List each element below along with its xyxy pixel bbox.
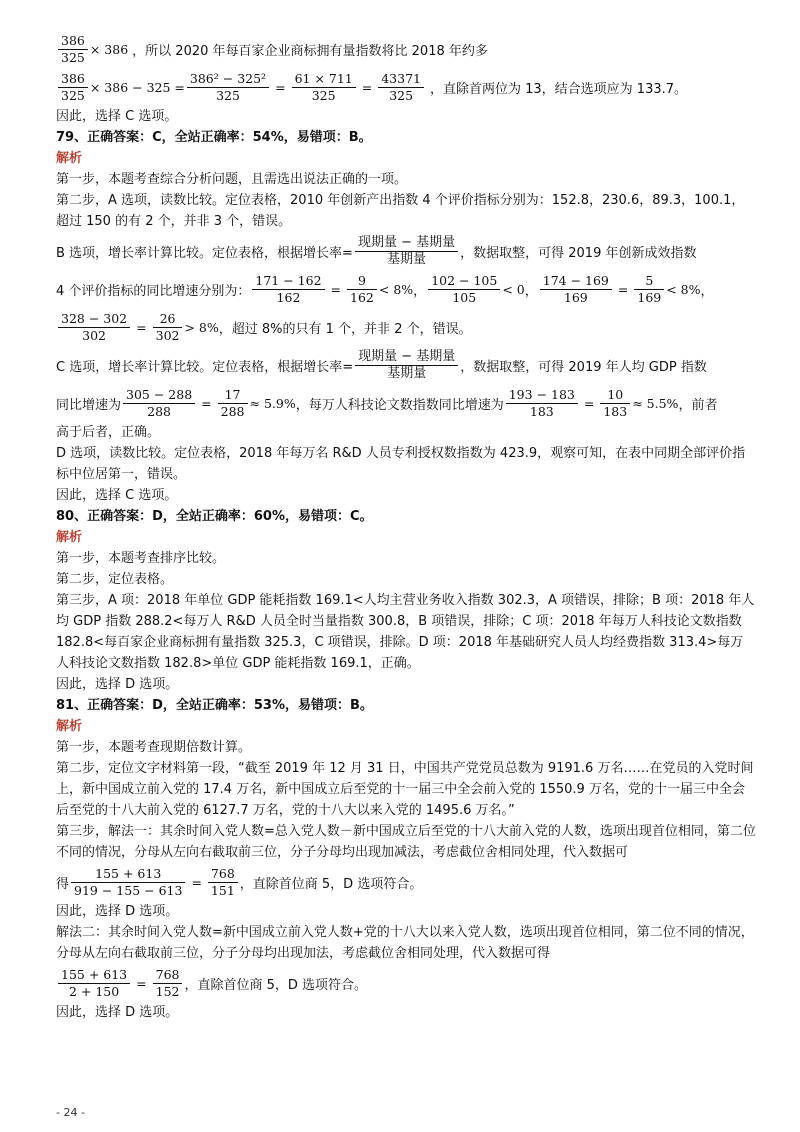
math-text: < 8%: [378, 281, 414, 297]
numerator: 9: [347, 273, 377, 290]
math-text: × 386 − 325 =: [89, 79, 185, 95]
fraction: [153, 967, 183, 1000]
fraction: [208, 866, 238, 899]
text-line: 得: [56, 876, 70, 892]
denominator: 151: [210, 882, 235, 898]
numerator: 193 − 183: [506, 387, 578, 404]
fraction: [123, 387, 195, 420]
text-paragraph: 第三步，解法一：其余时间入党人数=总入党人数－新中国成立后至党的十八大前入党的人数，选项出现首位相同，第二位不同的情况，分母从左向右截取前三位，分子分母均出现加减法，考虑截位舍相同处理，代入数据可: [56, 824, 756, 860]
fraction: [600, 387, 630, 420]
equals-sign: =: [361, 79, 373, 95]
conclusion-line: 因此，选择 C 选项。: [56, 488, 178, 503]
text-line: B 选项，增长率计算比较。定位表格，根据增长率=: [56, 245, 353, 261]
growth-formula: [355, 235, 458, 268]
denominator: 288: [147, 403, 172, 419]
denominator: 152: [155, 983, 180, 999]
numerator: 768: [153, 967, 183, 984]
text-line: ，所以 2020 年每百家企业商标拥有量指数将比 2018 年约多: [132, 43, 488, 59]
equals-sign: =: [583, 395, 595, 411]
text-line: 第二步，定位表格。: [56, 572, 174, 587]
denominator: 183: [603, 403, 628, 419]
numerator: 155 + 613: [58, 967, 130, 984]
formula-row-b3: [56, 308, 756, 346]
conclusion-line: 因此，选择 D 选项。: [56, 1005, 179, 1020]
denominator: 183: [529, 403, 554, 419]
denominator: 919 − 155 − 613: [74, 882, 183, 898]
denominator: 288: [220, 403, 245, 419]
text-line: ，直除首位商 5，D 选项符合。: [184, 977, 368, 993]
math-text: < 0: [502, 281, 525, 297]
formula-row-b2: [56, 270, 756, 308]
math-text: ≈ 5.5%: [632, 395, 679, 411]
numerator: 328 − 302: [58, 311, 130, 328]
denominator: 302: [82, 327, 106, 343]
numerator: 171 − 162: [252, 273, 324, 290]
analysis-label: 解析: [56, 719, 83, 734]
equals-sign: =: [201, 395, 212, 411]
denominator: 基期量: [387, 365, 427, 381]
numerator: 305 − 288: [123, 387, 195, 404]
math-text: > 8%: [184, 319, 219, 335]
fraction: [292, 71, 356, 104]
fraction: [58, 33, 88, 66]
answer-heading-79: 79、正确答案：C，全站正确率：54%，易错项：B。: [56, 130, 372, 145]
fraction: [634, 273, 664, 306]
denominator: 325: [61, 49, 85, 65]
fraction: [187, 71, 269, 104]
text-line: 第一步，本题考查现期倍数计算。: [56, 740, 252, 755]
formula-row-2: [56, 68, 756, 106]
conclusion-line: 因此，选择 D 选项。: [56, 904, 179, 919]
formula-row-r2: [56, 964, 756, 1002]
numerator: 43371: [378, 71, 424, 88]
fraction: [252, 273, 324, 306]
formula-row-c2: [56, 384, 756, 422]
fraction: [58, 311, 130, 344]
denominator: 302: [155, 327, 180, 343]
answer-heading-80: 80、正确答案：D，全站正确率：60%，易错项：C。: [56, 509, 373, 524]
fraction: [428, 273, 500, 306]
fraction: [378, 71, 424, 104]
text-line: 同比增速为: [56, 397, 122, 413]
text-line: ，超过 8%的只有 1 个，并非 2 个，错误。: [218, 321, 472, 337]
numerator: 现期量 − 基期量: [355, 349, 458, 366]
equals-sign: =: [191, 874, 202, 890]
text-paragraph: 解法二：其余时间入党人数=新中国成立前入党人数+党的十八大以来入党人数，选项出现首位相同，第二位不同的情况，分母从左向右截取前三位，分子分母均出现加法，考虑截位舍相同处理，代入数据可得: [56, 925, 754, 961]
denominator: 169: [637, 289, 662, 305]
numerator: 386: [58, 71, 88, 88]
separator: ，: [413, 283, 427, 299]
text-line: ，数据取整，可得 2019 年人均 GDP 指数: [460, 359, 707, 375]
numerator: 26: [153, 311, 183, 328]
fraction: [347, 273, 377, 306]
math-text: ≈ 5.9%: [249, 395, 296, 411]
equals-sign: =: [136, 975, 147, 991]
fraction: [58, 71, 88, 104]
equals-sign: =: [617, 281, 629, 297]
text-line: C 选项，增长率计算比较。定位表格，根据增长率=: [56, 359, 354, 375]
separator: ，: [700, 283, 714, 299]
formula-row-c1: [56, 346, 756, 384]
denominator: 169: [563, 289, 588, 305]
fraction: [506, 387, 578, 420]
denominator: 162: [276, 289, 301, 305]
equals-sign: =: [330, 281, 342, 297]
denominator: 325: [61, 87, 85, 103]
text-line: 第一步，本题考查排序比较。: [56, 551, 226, 566]
numerator: 102 − 105: [428, 273, 500, 290]
text-line: ，每万人科技论文数指数同比增速为: [295, 397, 504, 413]
denominator: 105: [452, 289, 477, 305]
text-line: ，直除首位商 5，D 选项符合。: [239, 876, 423, 892]
numerator: 61 × 711: [292, 71, 356, 88]
denominator: 162: [350, 289, 374, 305]
page-number: - 24 -: [56, 1106, 85, 1119]
conclusion-line: 因此，选择 C 选项。: [56, 109, 178, 124]
numerator: 155 + 613: [71, 866, 185, 883]
analysis-label: 解析: [56, 151, 83, 166]
analysis-label: 解析: [56, 530, 83, 545]
numerator: 386² − 325²: [187, 71, 269, 88]
text-paragraph: 第三步，A 项：2018 年单位 GDP 能耗指数 169.1<人均主营业务收入指数 302.3，A 项错误，排除；B 项：2018 年人均 GDP 指数 288.2<每万人 R&D 人员全时当量指数 300.8，B 项错误，排除；C 项：2018 年每万人科技论文数指数 182.8<每百家企业商标拥有量指数 325.3，C 项错误，排除。D 项：2018 年基础研究人员人均经费指数 313.4>每万人科技论文数指数 182.8>单位 GDP 能耗指数 169.1，正确。: [56, 593, 755, 671]
text-line: 第二步，A 选项，读数比较。定位表格，2010 年创新产出指数 4 个评价指标分别为：152.8，230.6，89.3，100.1，: [56, 193, 745, 208]
growth-formula: [355, 349, 458, 382]
text-line: 第一步，本题考查综合分析问题，且需选出说法正确的一项。: [56, 172, 408, 187]
fraction: [71, 866, 185, 899]
separator: ，: [524, 283, 538, 299]
text-line: 超过 150 的有 2 个，并非 3 个，错误。: [56, 214, 292, 229]
denominator: 325: [389, 87, 414, 103]
conclusion-line: 因此，选择 D 选项。: [56, 677, 179, 692]
equals-sign: =: [275, 79, 286, 95]
document-page: [56, 30, 756, 1023]
text-line: ，前者: [678, 397, 718, 413]
text-line: ，直除首两位为 13，结合选项应为 133.7。: [430, 81, 688, 97]
numerator: 5: [634, 273, 664, 290]
equals-sign: =: [136, 319, 147, 335]
math-text: < 8%: [666, 281, 701, 297]
formula-row-b1: [56, 232, 756, 270]
numerator: 17: [218, 387, 248, 404]
denominator: 基期量: [387, 251, 427, 267]
text-paragraph: 第二步，定位文字材料第一段，“截至 2019 年 12 月 31 日，中国共产党党员总数为 9191.6 万名……在党员的入党时间上，新中国成立前入党的 17.4 万名，新中国成立后至党的十一届三中全会前入党的 1550.9 万名，党的十一届三中全会后至党的十八大前入党的 6127.7 万名，党的十八大以来入党的 1495.6 万名。”: [56, 761, 754, 818]
formula-row-r1: [56, 863, 756, 901]
text-line: ，数据取整，可得 2019 年创新成效指数: [460, 245, 697, 261]
denominator: 325: [311, 87, 336, 103]
answer-heading-81: 81、正确答案：D，全站正确率：53%，易错项：B。: [56, 698, 373, 713]
fraction: [58, 967, 130, 1000]
fraction: [218, 387, 248, 420]
numerator: 现期量 − 基期量: [355, 235, 458, 252]
numerator: 768: [208, 866, 238, 883]
fraction: [540, 273, 612, 306]
text-line: 4 个评价指标的同比增速分别为：: [56, 283, 251, 299]
numerator: 386: [58, 33, 88, 50]
numerator: 174 − 169: [540, 273, 612, 290]
math-text: × 386: [89, 41, 129, 57]
formula-row-1: [56, 30, 756, 68]
denominator: 2 + 150: [68, 983, 120, 999]
fraction: [153, 311, 183, 344]
text-line: 高于后者，正确。: [56, 425, 161, 440]
text-paragraph: D 选项，读数比较。定位表格，2018 年每万名 R&D 人员专利授权数指数为 423.9，观察可知，在表中同期全部评价指标中位居第一，错误。: [56, 446, 746, 482]
numerator: 10: [600, 387, 630, 404]
denominator: 325: [216, 87, 240, 103]
